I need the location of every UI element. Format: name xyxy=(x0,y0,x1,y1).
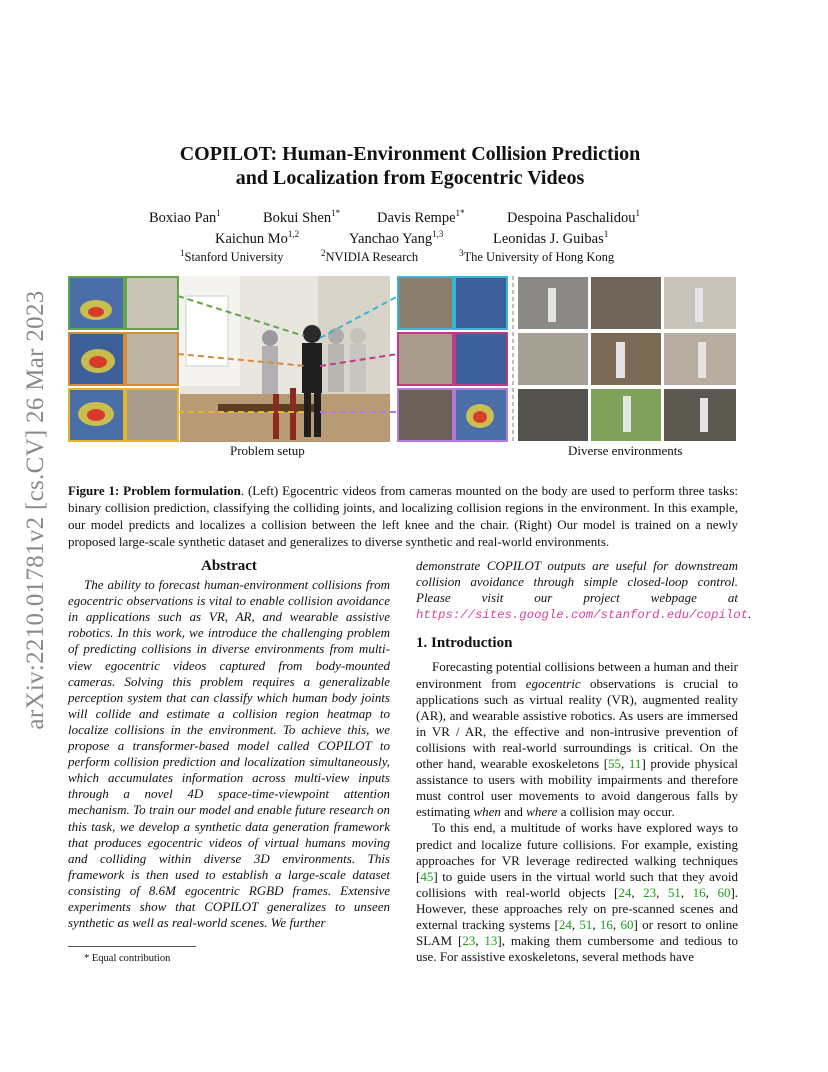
project-url[interactable]: https://sites.google.com/stanford.edu/copilot xyxy=(416,608,749,623)
author: Yanchao Yang$^{1,3}$ xyxy=(349,229,444,247)
citation-link[interactable]: 51 xyxy=(579,916,593,932)
intro-column xyxy=(416,558,752,965)
intro-paragraph-2: To this end, a multitude of works have explored ways to predict and localize future collisions. For example, existing approaches for VR leverage redirected walking techniques [45] to guide users in the virtual world such that they avoid collisions with real-world objects [24, 23, 51, 16, 60]. However, these approaches rely on pre-scanned scenes and external tracking systems [24, 51, 16, 60] or resort to online SLAM [23, 13], making them cumbersome and tedious to use. For assistive exoskeletons, several methods have xyxy=(416,820,739,965)
figure-label-left: Problem setup xyxy=(230,443,305,458)
citation-link[interactable]: 13 xyxy=(484,933,498,949)
citation-link[interactable]: 23 xyxy=(643,884,657,900)
room-scene-photo xyxy=(180,276,390,442)
citation-link[interactable]: 51 xyxy=(667,884,681,900)
arxiv-stamp: arXiv:2210.01781v2 [cs.CV] 26 Mar 2023 xyxy=(22,290,49,730)
figure-1-image xyxy=(68,276,736,442)
figure-label-right: Diverse environments xyxy=(568,443,683,458)
abstract-heading: Abstract xyxy=(201,558,257,574)
citation-link[interactable]: 55 xyxy=(608,756,622,772)
author: Davis Rempe$^{1*}$ xyxy=(377,208,465,226)
citation-link[interactable]: 16 xyxy=(599,916,613,932)
abstract-column xyxy=(68,558,390,931)
intro-paragraph-1: Forecasting potential collisions between a human and their environment from egocentric observations is crucial to applications such as virtual reality (VR), augmented reality (AR), and wearable assistive robotics. As users are immersed in VR / AR, the effective and non-intrusive prevention of collisions with real-world surroundings is critical. On the other hand, wearable exoskeletons [55, 11] provide physical assistance to users with mobility impairments and therefore must control user movements to avoid dangerous falls by estimating when and where a collision may occur. xyxy=(416,659,739,820)
citation-link[interactable]: 24 xyxy=(558,916,572,932)
environment-grid xyxy=(518,277,736,441)
affiliation: $^2$NVIDIA Research xyxy=(321,247,419,264)
figure-caption: Figure 1: Problem formulation. (Left) Egocentric videos from cameras mounted on the body are used to perform three tasks: binary collision prediction, classifying the colliding joints, and localizing collision regions in the environment. In this example, our model predicts and localizes a collision between the left knee and the chair. (Right) Our model is trained on a newly proposed large-scale synthetic dataset and generalizes to diverse synthetic and real-world environments. xyxy=(68,483,738,549)
heatmap-thumbnails-right xyxy=(398,277,507,441)
abstract-text: The ability to forecast human-environment collisions from egocentric observations is vital to enable collision avoidance in applications such as VR, AR, and wearable assistive robotics. In this work, we introduce the challenging problem of predicting collisions in diverse environments from multi-view egocentric videos captured from body-mounted cameras. Solving this problem requires a generalizable perception system that can classify which human body joints will collide and estimate a collision region heatmap to localize collisions in the environment. To achieve this, we propose a transformer-based model called COPILOT to perform collision prediction and localization simultaneously, which accumulates information across multi-view inputs through a novel 4D space-time-viewpoint attention mechanism. To train our model and enable future research on this task, we develop a synthetic data generation framework that produces egocentric videos of virtual humans moving and colliding within diverse 3D environments. This framework is then used to establish a large-scale dataset consisting of 8.6M egocentric RGBD frames. Extensive experiments show that COPILOT generalizes to unseen synthetic as well as real-world scenes. We further xyxy=(68,577,390,931)
citation-link[interactable]: 24 xyxy=(618,884,632,900)
citation-link[interactable]: 60 xyxy=(620,916,634,932)
author: Boxiao Pan$^1$ xyxy=(149,208,221,226)
citation-link[interactable]: 16 xyxy=(692,884,706,900)
author: Leonidas J. Guibas$^1$ xyxy=(493,229,609,247)
footnote: * Equal contribution xyxy=(84,953,171,964)
intro-heading: 1. Introduction xyxy=(416,635,513,652)
paper-title: COPILOT: Human-Environment Collision Prediction and Localization from Egocentric Videos xyxy=(179,143,641,189)
author: Despoina Paschalidou$^1$ xyxy=(507,208,640,226)
citation-link[interactable]: 45 xyxy=(420,868,434,884)
citation-link[interactable]: 23 xyxy=(462,933,476,949)
citation-link[interactable]: 60 xyxy=(717,884,731,900)
footnote-rule xyxy=(68,946,196,947)
author: Kaichun Mo$^{1,2}$ xyxy=(215,229,300,247)
heatmap-thumbnails-left xyxy=(69,277,178,441)
author: Bokui Shen$^{1*}$ xyxy=(263,208,341,226)
affiliation: $^3$The University of Hong Kong xyxy=(459,247,615,264)
abstract-continuation: demonstrate COPILOT outputs are useful for downstream collision avoidance through simple closed-loop control. Please visit our project webpage at https://sites.google.com/stanford.edu/copilot. xyxy=(416,558,752,623)
affiliation: $^1$Stanford University xyxy=(180,247,284,264)
citation-link[interactable]: 11 xyxy=(628,756,642,772)
